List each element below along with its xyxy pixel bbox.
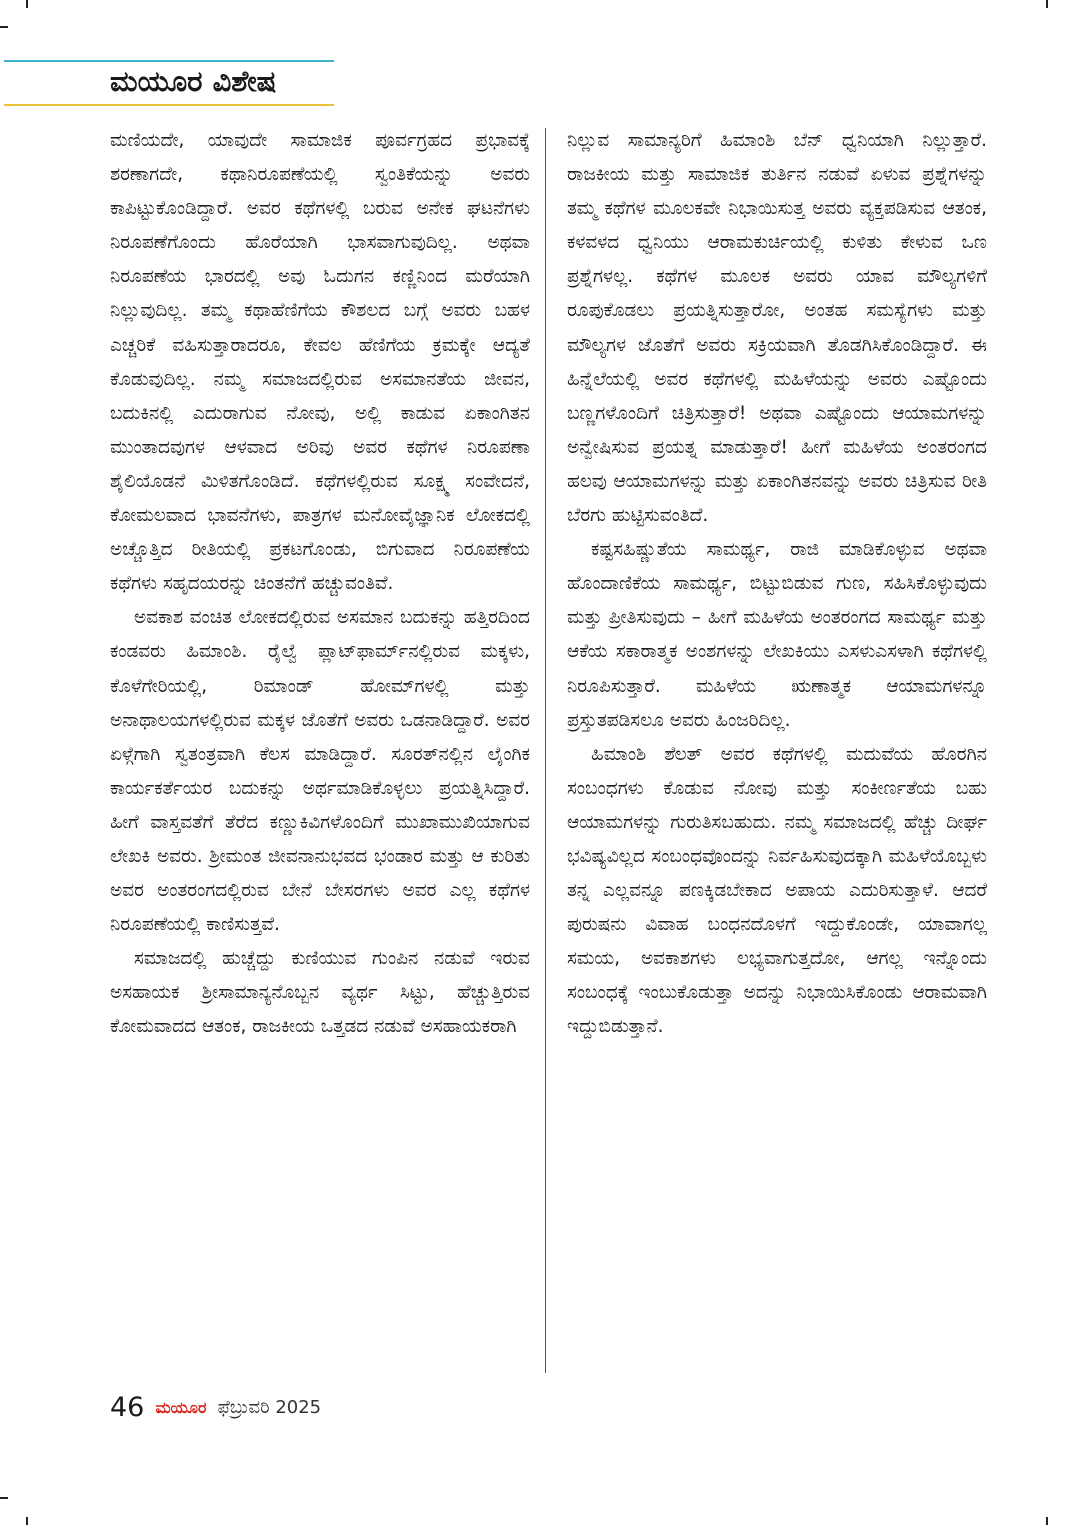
paragraph: ಸಮಾಜದಲ್ಲಿ ಹುಚ್ಚೆದ್ದು ಕುಣಿಯುವ ಗುಂಪಿನ ನಡುವೆ ಇರುವ ಅಸಹಾಯಕ ಶ್ರೀಸಾಮಾನ್ಯನೊಬ್ಬನ ವ್ಯರ್ಥ ಸಿಟ್ಟು, ಹೆಚ್ಚುತ್ತಿರುವ ಕೋಮವಾದದ ಆತಂಕ, ರಾಜಕೀಯ ಒತ್ತಡದ ನಡುವೆ ಅಸಹಾಯಕರಾಗಿ [110, 948, 530, 1038]
paragraph: ಹಿಮಾಂಶಿ ಶೆಲತ್ ಅವರ ಕಥೆಗಳಲ್ಲಿ ಮದುವೆಯ ಹೊರಗಿನ ಸಂಬಂಧಗಳು ಕೊಡುವ ನೋವು ಮತ್ತು ಸಂಕೀರ್ಣತೆಯ ಬಹು ಆಯಾಮಗಳನ್ನು ಗುರುತಿಸಬಹುದು. ನಮ್ಮ ಸಮಾಜದಲ್ಲಿ ಹೆಚ್ಚು ದೀರ್ಘ ಭವಿಷ್ಯವಿಲ್ಲದ ಸಂಬಂಧವೊಂದನ್ನು ನಿರ್ವಹಿಸುವುದಕ್ಕಾಗಿ ಮಹಿಳೆಯೊಬ್ಬಳು ತನ್ನ ಎಲ್ಲವನ್ನೂ ಪಣಕ್ಕಿಡಬೇಕಾದ ಅಪಾಯ ಎದುರಿಸುತ್ತಾಳೆ. ಆದರೆ ಪುರುಷನು ವಿವಾಹ ಬಂಧನದೊಳಗೆ ಇದ್ದುಕೊಂಡೇ, ಯಾವಾಗಲ್ಲ ಸಮಯ, ಅವಕಾಶಗಳು ಲಭ್ಯವಾಗುತ್ತದೋ, ಆಗಲ್ಲ ಇನ್ನೊಂದು ಸಂಬಂಧಕ್ಕೆ ಇಂಬುಕೊಡುತ್ತಾ ಅದನ್ನು ನಿಭಾಯಿಸಿಕೊಂಡು ಆರಾಮವಾಗಿ ಇದ್ದುಬಿಡುತ್ತಾನೆ. [567, 743, 987, 1038]
article-column-right [567, 124, 987, 1045]
column-divider [545, 128, 546, 1373]
header-top-rule [4, 60, 334, 62]
crop-mark-left-upper [0, 26, 8, 28]
paragraph: ನಿಲ್ಲುವ ಸಾಮಾನ್ಯರಿಗೆ ಹಿಮಾಂಶಿ ಬೆನ್ ಧ್ವನಿಯಾಗಿ ನಿಲ್ಲುತ್ತಾರೆ. ರಾಜಕೀಯ ಮತ್ತು ಸಾಮಾಜಿಕ ತುರ್ತಿನ ನಡುವೆ ಏಳುವ ಪ್ರಶ್ನೆಗಳನ್ನು ತಮ್ಮ ಕಥೆಗಳ ಮೂಲಕವೇ ನಿಭಾಯಿಸುತ್ತ ಅವರು ವ್ಯಕ್ತಪಡಿಸುವ ಆತಂಕ, ಕಳವಳದ ಧ್ವನಿಯು ಆರಾಮಕುರ್ಚಿಯಲ್ಲಿ ಕುಳಿತು ಕೇಳುವ ಒಣ ಪ್ರಶ್ನೆಗಳಲ್ಲ. ಕಥೆಗಳ ಮೂಲಕ ಅವರು ಯಾವ ಮೌಲ್ಯಗಳಿಗೆ ರೂಪುಕೊಡಲು ಪ್ರಯತ್ನಿಸುತ್ತಾರೋ, ಅಂತಹ ಸಮಸ್ಯೆಗಳು ಮತ್ತು ಮೌಲ್ಯಗಳ ಜೊತೆಗೆ ಅವರು ಸಕ್ರಿಯವಾಗಿ ತೊಡಗಿಸಿಕೊಂಡಿದ್ದಾರೆ. ಈ ಹಿನ್ನೆಲೆಯಲ್ಲಿ ಅವರ ಕಥೆಗಳಲ್ಲಿ ಮಹಿಳೆಯನ್ನು ಅವರು ಎಷ್ಟೊಂದು ಬಣ್ಣಗಳೊಂದಿಗೆ ಚಿತ್ರಿಸುತ್ತಾರೆ! ಅಥವಾ ಎಷ್ಟೊಂದು ಆಯಾಮಗಳನ್ನು ಅನ್ವೇಷಿಸುವ ಪ್ರಯತ್ನ ಮಾಡುತ್ತಾರೆ! ಹೀಗೆ ಮಹಿಳೆಯ ಅಂತರಂಗದ ಹಲವು ಆಯಾಮಗಳನ್ನು ಮತ್ತು ಏಕಾಂಗಿತನವನ್ನು ಅವರು ಚಿತ್ರಿಸುವ ರೀತಿ ಬೆರಗು ಹುಟ್ಟಿಸುವಂತಿದೆ. [567, 130, 987, 527]
crop-mark-left-lower [0, 1497, 8, 1499]
crop-mark-top-right [1046, 0, 1048, 8]
paragraph: ಅವಕಾಶ ವಂಚಿತ ಲೋಕದಲ್ಲಿರುವ ಅಸಮಾನ ಬದುಕನ್ನು ಹತ್ತಿರದಿಂದ ಕಂಡವರು ಹಿಮಾಂಶಿ. ರೈಲ್ವೆ ಪ್ಲಾಟ್‌ಫಾರ್ಮ್‌ನಲ್ಲಿರುವ ಮಕ್ಕಳು, ಕೊಳೆಗೇರಿಯಲ್ಲಿ, ರಿಮಾಂಡ್ ಹೋಮ್‌ಗಳಲ್ಲಿ ಮತ್ತು ಅನಾಥಾಲಯಗಳಲ್ಲಿರುವ ಮಕ್ಕಳ ಜೊತೆಗೆ ಅವರು ಒಡನಾಡಿದ್ದಾರೆ. ಅವರ ಏಳ್ಗೆಗಾಗಿ ಸ್ವತಂತ್ರವಾಗಿ ಕೆಲಸ ಮಾಡಿದ್ದಾರೆ. ಸೂರತ್‌ನಲ್ಲಿನ ಲೈಂಗಿಕ ಕಾರ್ಯಕರ್ತೆಯರ ಬದುಕನ್ನು ಅರ್ಥಮಾಡಿಕೊಳ್ಳಲು ಪ್ರಯತ್ನಿಸಿದ್ದಾರೆ. ಹೀಗೆ ವಾಸ್ತವತೆಗೆ ತೆರೆದ ಕಣ್ಣುಕಿವಿಗಳೊಂದಿಗೆ ಮುಖಾಮುಖಿಯಾಗುವ ಲೇಖಕಿ ಅವರು. ಶ್ರೀಮಂತ ಜೀವನಾನುಭವದ ಭಂಡಾರ ಮತ್ತು ಆ ಕುರಿತು ಅವರ ಅಂತರಂಗದಲ್ಲಿರುವ ಬೇನೆ ಬೇಸರಗಳು ಅವರ ಎಲ್ಲ ಕಥೆಗಳ ನಿರೂಪಣೆಯಲ್ಲಿ ಕಾಣಿಸುತ್ತವೆ. [110, 607, 530, 936]
article-column-left [110, 124, 530, 1045]
page-footer [110, 1392, 321, 1432]
issue-date: ಫೆಬ್ರುವರಿ 2025 [217, 1397, 322, 1418]
crop-mark-bottom-left [26, 1517, 28, 1525]
section-title: ಮಯೂರ ವಿಶೇಷ [110, 64, 277, 98]
header-bottom-rule [4, 104, 334, 106]
paragraph: ಕಷ್ಟಸಹಿಷ್ಣುತೆಯ ಸಾಮರ್ಥ್ಯ, ರಾಜಿ ಮಾಡಿಕೊಳ್ಳುವ ಅಥವಾ ಹೊಂದಾಣಿಕೆಯ ಸಾಮರ್ಥ್ಯ, ಬಿಟ್ಟುಬಿಡುವ ಗುಣ, ಸಹಿಸಿಕೊಳ್ಳುವುದು ಮತ್ತು ಪ್ರೀತಿಸುವುದು – ಹೀಗೆ ಮಹಿಳೆಯ ಅಂತರಂಗದ ಸಾಮರ್ಥ್ಯ ಮತ್ತು ಆಕೆಯ ಸಕಾರಾತ್ಮಕ ಅಂಶಗಳನ್ನು ಲೇಖಕಿಯು ಎಸಳುಎಸಳಾಗಿ ಕಥೆಗಳಲ್ಲಿ ನಿರೂಪಿಸುತ್ತಾರೆ. ಮಹಿಳೆಯ ಋಣಾತ್ಮಕ ಆಯಾಮಗಳನ್ನೂ ಪ್ರಸ್ತುತಪಡಿಸಲೂ ಅವರು ಹಿಂಜರಿದಿಲ್ಲ. [567, 539, 987, 731]
crop-mark-bottom-right [1046, 1517, 1048, 1525]
magazine-logo: ಮಯೂರ [155, 1397, 207, 1417]
paragraph: ಮಣಿಯದೇ, ಯಾವುದೇ ಸಾಮಾಜಿಕ ಪೂರ್ವಗ್ರಹದ ಪ್ರಭಾವಕ್ಕೆ ಶರಣಾಗದೇ, ಕಥಾನಿರೂಪಣೆಯಲ್ಲಿ ಸ್ವಂತಿಕೆಯನ್ನು ಅವರು ಕಾಪಿಟ್ಟುಕೊಂಡಿದ್ದಾರೆ. ಅವರ ಕಥೆಗಳಲ್ಲಿ ಬರುವ ಅನೇಕ ಘಟನೆಗಳು ನಿರೂಪಣೆಗೊಂದು ಹೊರೆಯಾಗಿ ಭಾಸವಾಗುವುದಿಲ್ಲ. ಅಥವಾ ನಿರೂಪಣೆಯ ಭಾರದಲ್ಲಿ ಅವು ಓದುಗನ ಕಣ್ಣಿನಿಂದ ಮರೆಯಾಗಿ ನಿಲ್ಲುವುದಿಲ್ಲ. ತಮ್ಮ ಕಥಾಹೆಣಿಗೆಯ ಕೌಶಲದ ಬಗ್ಗೆ ಅವರು ಬಹಳ ಎಚ್ಚರಿಕೆ ವಹಿಸುತ್ತಾರಾದರೂ, ಕೇವಲ ಹೆಣಿಗೆಯ ಕ್ರಮಕ್ಕೇ ಆದ್ಯತೆ ಕೊಡುವುದಿಲ್ಲ. ನಮ್ಮ ಸಮಾಜದಲ್ಲಿರುವ ಅಸಮಾನತೆಯ ಜೀವನ, ಬದುಕಿನಲ್ಲಿ ಎದುರಾಗುವ ನೋವು, ಅಲ್ಲಿ ಕಾಡುವ ಏಕಾಂಗಿತನ ಮುಂತಾದವುಗಳ ಆಳವಾದ ಅರಿವು ಅವರ ಕಥೆಗಳ ನಿರೂಪಣಾ ಶೈಲಿಯೊಡನೆ ಮಿಳಿತಗೊಂಡಿದೆ. ಕಥೆಗಳಲ್ಲಿರುವ ಸೂಕ್ಷ್ಮ ಸಂವೇದನೆ, ಕೋಮಲವಾದ ಭಾವನೆಗಳು, ಪಾತ್ರಗಳ ಮನೋವೈಜ್ಞಾನಿಕ ಲೋಕದಲ್ಲಿ ಅಚ್ಚೊತ್ತಿದ ರೀತಿಯಲ್ಲಿ ಪ್ರಕಟಗೊಂಡು, ಬಿಗುವಾದ ನಿರೂಪಣೆಯ ಕಥೆಗಳು ಸಹೃದಯರನ್ನು ಚಿಂತನೆಗೆ ಹಚ್ಚುವಂತಿವೆ. [110, 130, 530, 595]
crop-mark-top-left [26, 0, 28, 8]
page-number: 46 [110, 1392, 145, 1423]
